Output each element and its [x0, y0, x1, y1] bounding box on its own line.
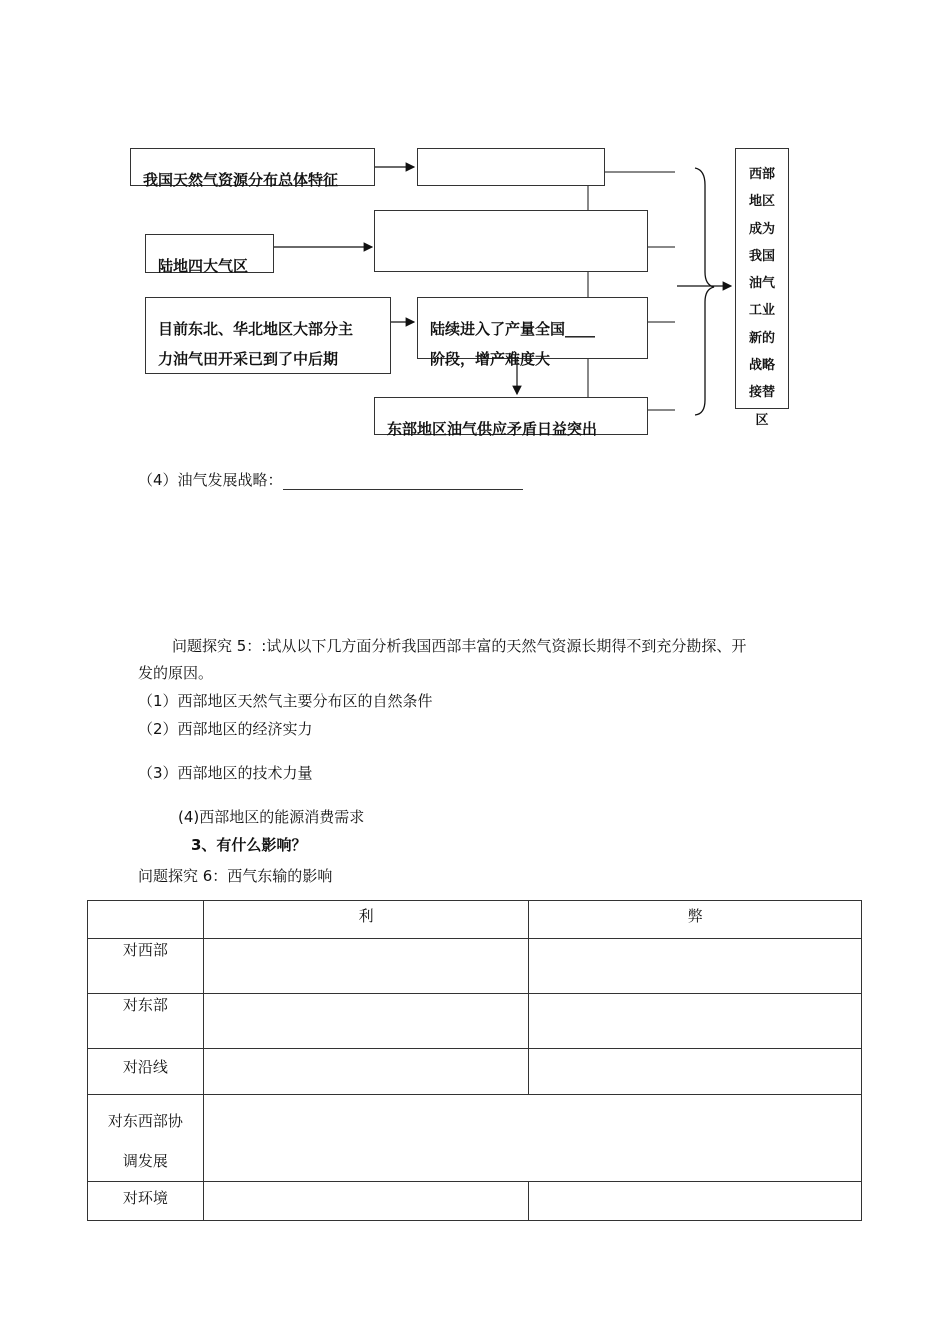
row-label-along-line: 对沿线: [88, 1049, 204, 1095]
inquiry5-line1: 问题探究 5：:试从以下几方面分析我国西部丰富的天然气资源长期得不到充分勘探、开: [172, 637, 747, 655]
q4-line: [138, 469, 523, 490]
inquiry5-item-4: (4)西部地区的能源消费需求: [178, 808, 365, 826]
box-stage-line2: 阶段，增产难度大: [430, 350, 551, 368]
inquiry5-item-1: （1）西部地区天然气主要分布区的自然条件: [138, 692, 433, 710]
box-production-stage: [417, 297, 648, 368]
cell-east-cons[interactable]: [529, 994, 862, 1049]
curly-brace: [695, 168, 714, 415]
west-char-9: 区: [755, 412, 769, 428]
row-label-coordination-line1: 对东西部协: [107, 1112, 183, 1130]
cell-along-cons[interactable]: [529, 1049, 862, 1095]
box-four-gas-zones: [145, 234, 274, 273]
west-char-7: 战略: [748, 358, 775, 374]
box-northeast-fields: [145, 297, 391, 374]
inquiry6-title: 问题探究 6：西气东输的影响: [138, 867, 333, 885]
row-label-environment: 对环境: [88, 1182, 204, 1221]
west-char-4: 油气: [748, 276, 775, 292]
box-northeast-line1: 目前东北、华北地区大部分主: [158, 320, 354, 338]
west-char-1: 地区: [748, 194, 775, 210]
west-char-6: 新的: [748, 330, 775, 346]
box-east-text: 东部地区油气供应矛盾日益突出: [387, 420, 598, 438]
inquiry5-line2: 发的原因。: [138, 664, 214, 682]
table-row: [88, 1049, 862, 1095]
table-row: [88, 1095, 862, 1182]
box-feature-text: 我国天然气资源分布总体特征: [143, 171, 339, 189]
table-row: [88, 1182, 862, 1221]
row-label-west: 对西部: [88, 939, 204, 994]
west-char-0: 西部: [748, 167, 775, 182]
cell-west-pros[interactable]: [203, 939, 529, 994]
table-header-pros: 利: [203, 901, 529, 939]
table-row: [88, 994, 862, 1049]
west-zone-vertical-text: [748, 161, 776, 434]
inquiry5-item-3: （3）西部地区的技术力量: [138, 764, 313, 782]
table-header-empty: [88, 901, 204, 939]
box-gas-distribution-feature: [130, 148, 375, 189]
cell-east-pros[interactable]: [203, 994, 529, 1049]
impact-table: [87, 900, 862, 1221]
box-east-supply: [374, 397, 648, 438]
box-northeast-line2: 力油气田开采已到了中后期: [158, 350, 339, 368]
table-row: [88, 939, 862, 994]
west-char-3: 我国: [748, 248, 775, 264]
section3-heading: 3、有什么影响？: [191, 836, 307, 854]
west-char-2: 成为: [748, 221, 775, 237]
inquiry5-item-2: （2）西部地区的经济实力: [138, 720, 313, 738]
q4-answer-blank[interactable]: [283, 475, 523, 490]
cell-environment-cons[interactable]: [529, 1182, 862, 1221]
box-blank-top: [417, 148, 605, 186]
row-label-east: 对东部: [88, 994, 204, 1049]
west-char-8: 接替: [748, 385, 775, 401]
box-stage-line1: 陆续进入了产量全国____: [430, 320, 596, 338]
box-blank-middle: [374, 210, 648, 272]
box-west-strategic-zone: [735, 148, 789, 428]
table-header-row: [88, 901, 862, 939]
cell-coordination[interactable]: [203, 1095, 861, 1182]
west-char-5: 工业: [748, 303, 775, 319]
cell-along-pros[interactable]: [203, 1049, 529, 1095]
cell-environment-pros[interactable]: [203, 1182, 529, 1221]
row-label-coordination-line2: 调发展: [122, 1152, 168, 1170]
table-header-cons: 弊: [529, 901, 862, 939]
q4-label: （4）油气发展战略：: [138, 471, 283, 489]
cell-west-cons[interactable]: [529, 939, 862, 994]
box-four-zones-text: 陆地四大气区: [158, 257, 249, 275]
row-label-coordination: [88, 1095, 204, 1182]
